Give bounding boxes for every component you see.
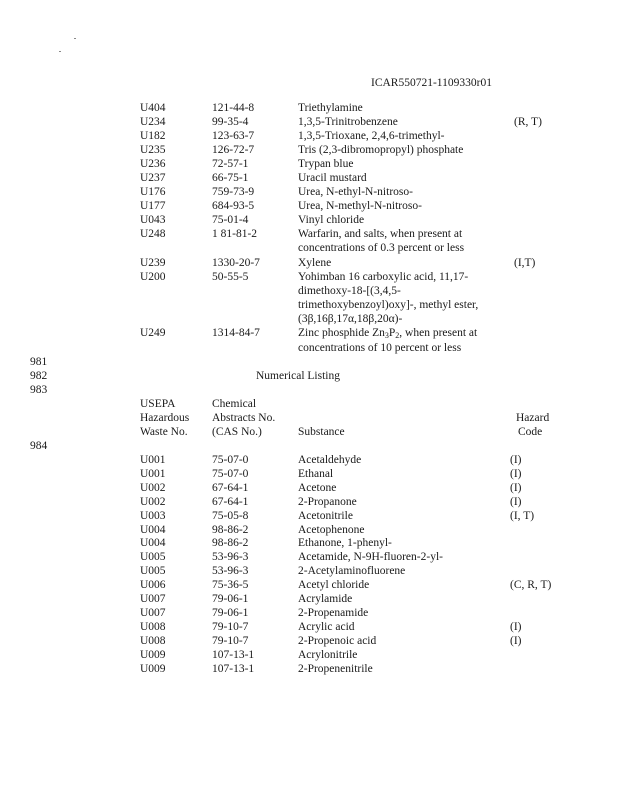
waste-code: U009 bbox=[140, 649, 166, 661]
substance: 2-Propanone bbox=[298, 496, 357, 508]
waste-code: U237 bbox=[140, 172, 166, 184]
cas-number: 75-01-4 bbox=[212, 214, 249, 226]
waste-code: U004 bbox=[140, 537, 166, 549]
substance: Xylene bbox=[298, 257, 332, 269]
header-code: USEPA bbox=[140, 398, 176, 410]
substance: Acetyl chloride bbox=[298, 579, 370, 591]
waste-code: U182 bbox=[140, 130, 166, 142]
waste-code: U234 bbox=[140, 116, 166, 128]
scan-speck bbox=[59, 51, 61, 52]
waste-code: U249 bbox=[140, 327, 166, 339]
substance-text: P bbox=[388, 327, 396, 339]
substance: Uracil mustard bbox=[298, 172, 367, 184]
cas-number: 98-86-2 bbox=[212, 537, 249, 549]
substance: Ethanal bbox=[298, 468, 334, 480]
substance-continued: dimethoxy-18-[(3,4,5- bbox=[298, 285, 401, 297]
cas-number: 759-73-9 bbox=[212, 186, 255, 198]
waste-code: U001 bbox=[140, 468, 166, 480]
hazard-code: (I,T) bbox=[514, 257, 536, 269]
cas-number: 50-55-5 bbox=[212, 271, 249, 283]
waste-code: U177 bbox=[140, 200, 166, 212]
substance: Warfarin, and salts, when present at bbox=[298, 228, 463, 240]
substance-continued: concentrations of 0.3 percent or less bbox=[298, 242, 465, 254]
substance-text: , when present at bbox=[399, 327, 478, 339]
hazard-code: (I) bbox=[510, 454, 522, 466]
scan-speck bbox=[74, 38, 76, 39]
substance: 2-Propenenitrile bbox=[298, 663, 373, 675]
substance: 2-Propenamide bbox=[298, 607, 369, 619]
waste-code: U007 bbox=[140, 593, 166, 605]
waste-code: U008 bbox=[140, 621, 166, 633]
substance: Acetaldehyde bbox=[298, 454, 362, 466]
substance: Yohimban 16 carboxylic acid, 11,17- bbox=[298, 271, 469, 283]
line-number: 984 bbox=[30, 440, 48, 452]
substance: Urea, N-methyl-N-nitroso- bbox=[298, 200, 422, 212]
header-cas: Chemical bbox=[212, 398, 257, 410]
waste-code: U005 bbox=[140, 565, 166, 577]
cas-number: 75-07-0 bbox=[212, 454, 249, 466]
subscript: 3 bbox=[384, 331, 389, 340]
header-substance: Substance bbox=[298, 426, 345, 438]
header-code: Waste No. bbox=[140, 426, 188, 438]
cas-number: 79-06-1 bbox=[212, 593, 249, 605]
waste-code: U001 bbox=[140, 454, 166, 466]
section-title: Numerical Listing bbox=[256, 370, 340, 382]
cas-number: 123-63-7 bbox=[212, 130, 255, 142]
substance: Urea, N-ethyl-N-nitroso- bbox=[298, 186, 413, 198]
cas-number: 53-96-3 bbox=[212, 565, 249, 577]
cas-number: 72-57-1 bbox=[212, 158, 249, 170]
waste-code: U009 bbox=[140, 663, 166, 675]
header-hazard: Hazard bbox=[516, 412, 550, 424]
substance: Acrylamide bbox=[298, 593, 353, 605]
waste-code: U200 bbox=[140, 271, 166, 283]
cas-number: 98-86-2 bbox=[212, 524, 249, 536]
substance: 2-Propenoic acid bbox=[298, 635, 377, 647]
substance-continued: (3β,16β,17α,18β,20α)- bbox=[298, 313, 403, 325]
line-number: 981 bbox=[30, 356, 48, 368]
waste-code: U404 bbox=[140, 102, 166, 114]
substance: Acrylic acid bbox=[298, 621, 355, 633]
substance: Ethanone, 1-phenyl- bbox=[298, 537, 392, 549]
cas-number: 75-05-8 bbox=[212, 510, 249, 522]
cas-number: 53-96-3 bbox=[212, 551, 249, 563]
subscript: 2 bbox=[395, 331, 400, 340]
hazard-code: (I) bbox=[510, 468, 522, 480]
cas-number: 121-44-8 bbox=[212, 102, 255, 114]
document-id: ICAR550721-1109330r01 bbox=[371, 77, 492, 89]
cas-number: 126-72-7 bbox=[212, 144, 255, 156]
substance: Tris (2,3-dibromopropyl) phosphate bbox=[298, 144, 464, 156]
substance: Acetophenone bbox=[298, 524, 365, 536]
waste-code: U003 bbox=[140, 510, 166, 522]
waste-code: U008 bbox=[140, 635, 166, 647]
substance: Acrylonitrile bbox=[298, 649, 358, 661]
header-code: Hazardous bbox=[140, 412, 190, 424]
waste-code: U239 bbox=[140, 257, 166, 269]
cas-number: 1 81-81-2 bbox=[212, 228, 258, 240]
hazard-code: (I) bbox=[510, 635, 522, 647]
substance: Triethylamine bbox=[298, 102, 363, 114]
cas-number: 75-07-0 bbox=[212, 468, 249, 480]
cas-number: 66-75-1 bbox=[212, 172, 249, 184]
hazard-code: (R, T) bbox=[514, 116, 542, 128]
waste-code: U004 bbox=[140, 524, 166, 536]
cas-number: 684-93-5 bbox=[212, 200, 255, 212]
cas-number: 99-35-4 bbox=[212, 116, 249, 128]
cas-number: 79-10-7 bbox=[212, 635, 249, 647]
substance-text: Zinc phosphide Zn bbox=[298, 327, 385, 339]
cas-number: 107-13-1 bbox=[212, 649, 255, 661]
substance: Acetone bbox=[298, 482, 337, 494]
substance-continued: concentrations of 10 percent or less bbox=[298, 342, 462, 354]
waste-code: U002 bbox=[140, 482, 166, 494]
substance: 1,3,5-Trinitrobenzene bbox=[298, 116, 398, 128]
hazard-code: (C, R, T) bbox=[510, 579, 552, 591]
cas-number: 75-36-5 bbox=[212, 579, 249, 591]
cas-number: 1314-84-7 bbox=[212, 327, 260, 339]
substance: Vinyl chloride bbox=[298, 214, 365, 226]
waste-code: U007 bbox=[140, 607, 166, 619]
hazard-code: (I) bbox=[510, 482, 522, 494]
waste-code: U176 bbox=[140, 186, 166, 198]
header-cas: (CAS No.) bbox=[212, 426, 262, 438]
line-number: 982 bbox=[30, 370, 48, 382]
cas-number: 1330-20-7 bbox=[212, 257, 260, 269]
cas-number: 107-13-1 bbox=[212, 663, 255, 675]
hazard-code: (I) bbox=[510, 496, 522, 508]
hazard-code: (I, T) bbox=[510, 510, 535, 522]
waste-code: U236 bbox=[140, 158, 166, 170]
substance: Acetonitrile bbox=[298, 510, 353, 522]
substance: 1,3,5-Trioxane, 2,4,6-trimethyl- bbox=[298, 130, 445, 142]
substance-continued: trimethoxybenzoyl)oxy]-, methyl ester, bbox=[298, 299, 479, 311]
waste-code: U043 bbox=[140, 214, 166, 226]
waste-code: U005 bbox=[140, 551, 166, 563]
cas-number: 79-10-7 bbox=[212, 621, 249, 633]
substance: Acetamide, N-9H-fluoren-2-yl- bbox=[298, 551, 443, 563]
waste-code: U248 bbox=[140, 228, 166, 240]
header-hazard: Code bbox=[518, 426, 543, 438]
line-number: 983 bbox=[30, 384, 48, 396]
hazard-code: (I) bbox=[510, 621, 522, 633]
waste-code: U006 bbox=[140, 579, 166, 591]
header-cas: Abstracts No. bbox=[212, 412, 276, 424]
waste-code: U002 bbox=[140, 496, 166, 508]
substance: 2-Acetylaminofluorene bbox=[298, 565, 406, 577]
cas-number: 67-64-1 bbox=[212, 482, 249, 494]
waste-code: U235 bbox=[140, 144, 166, 156]
substance: Trypan blue bbox=[298, 158, 354, 170]
cas-number: 67-64-1 bbox=[212, 496, 249, 508]
cas-number: 79-06-1 bbox=[212, 607, 249, 619]
